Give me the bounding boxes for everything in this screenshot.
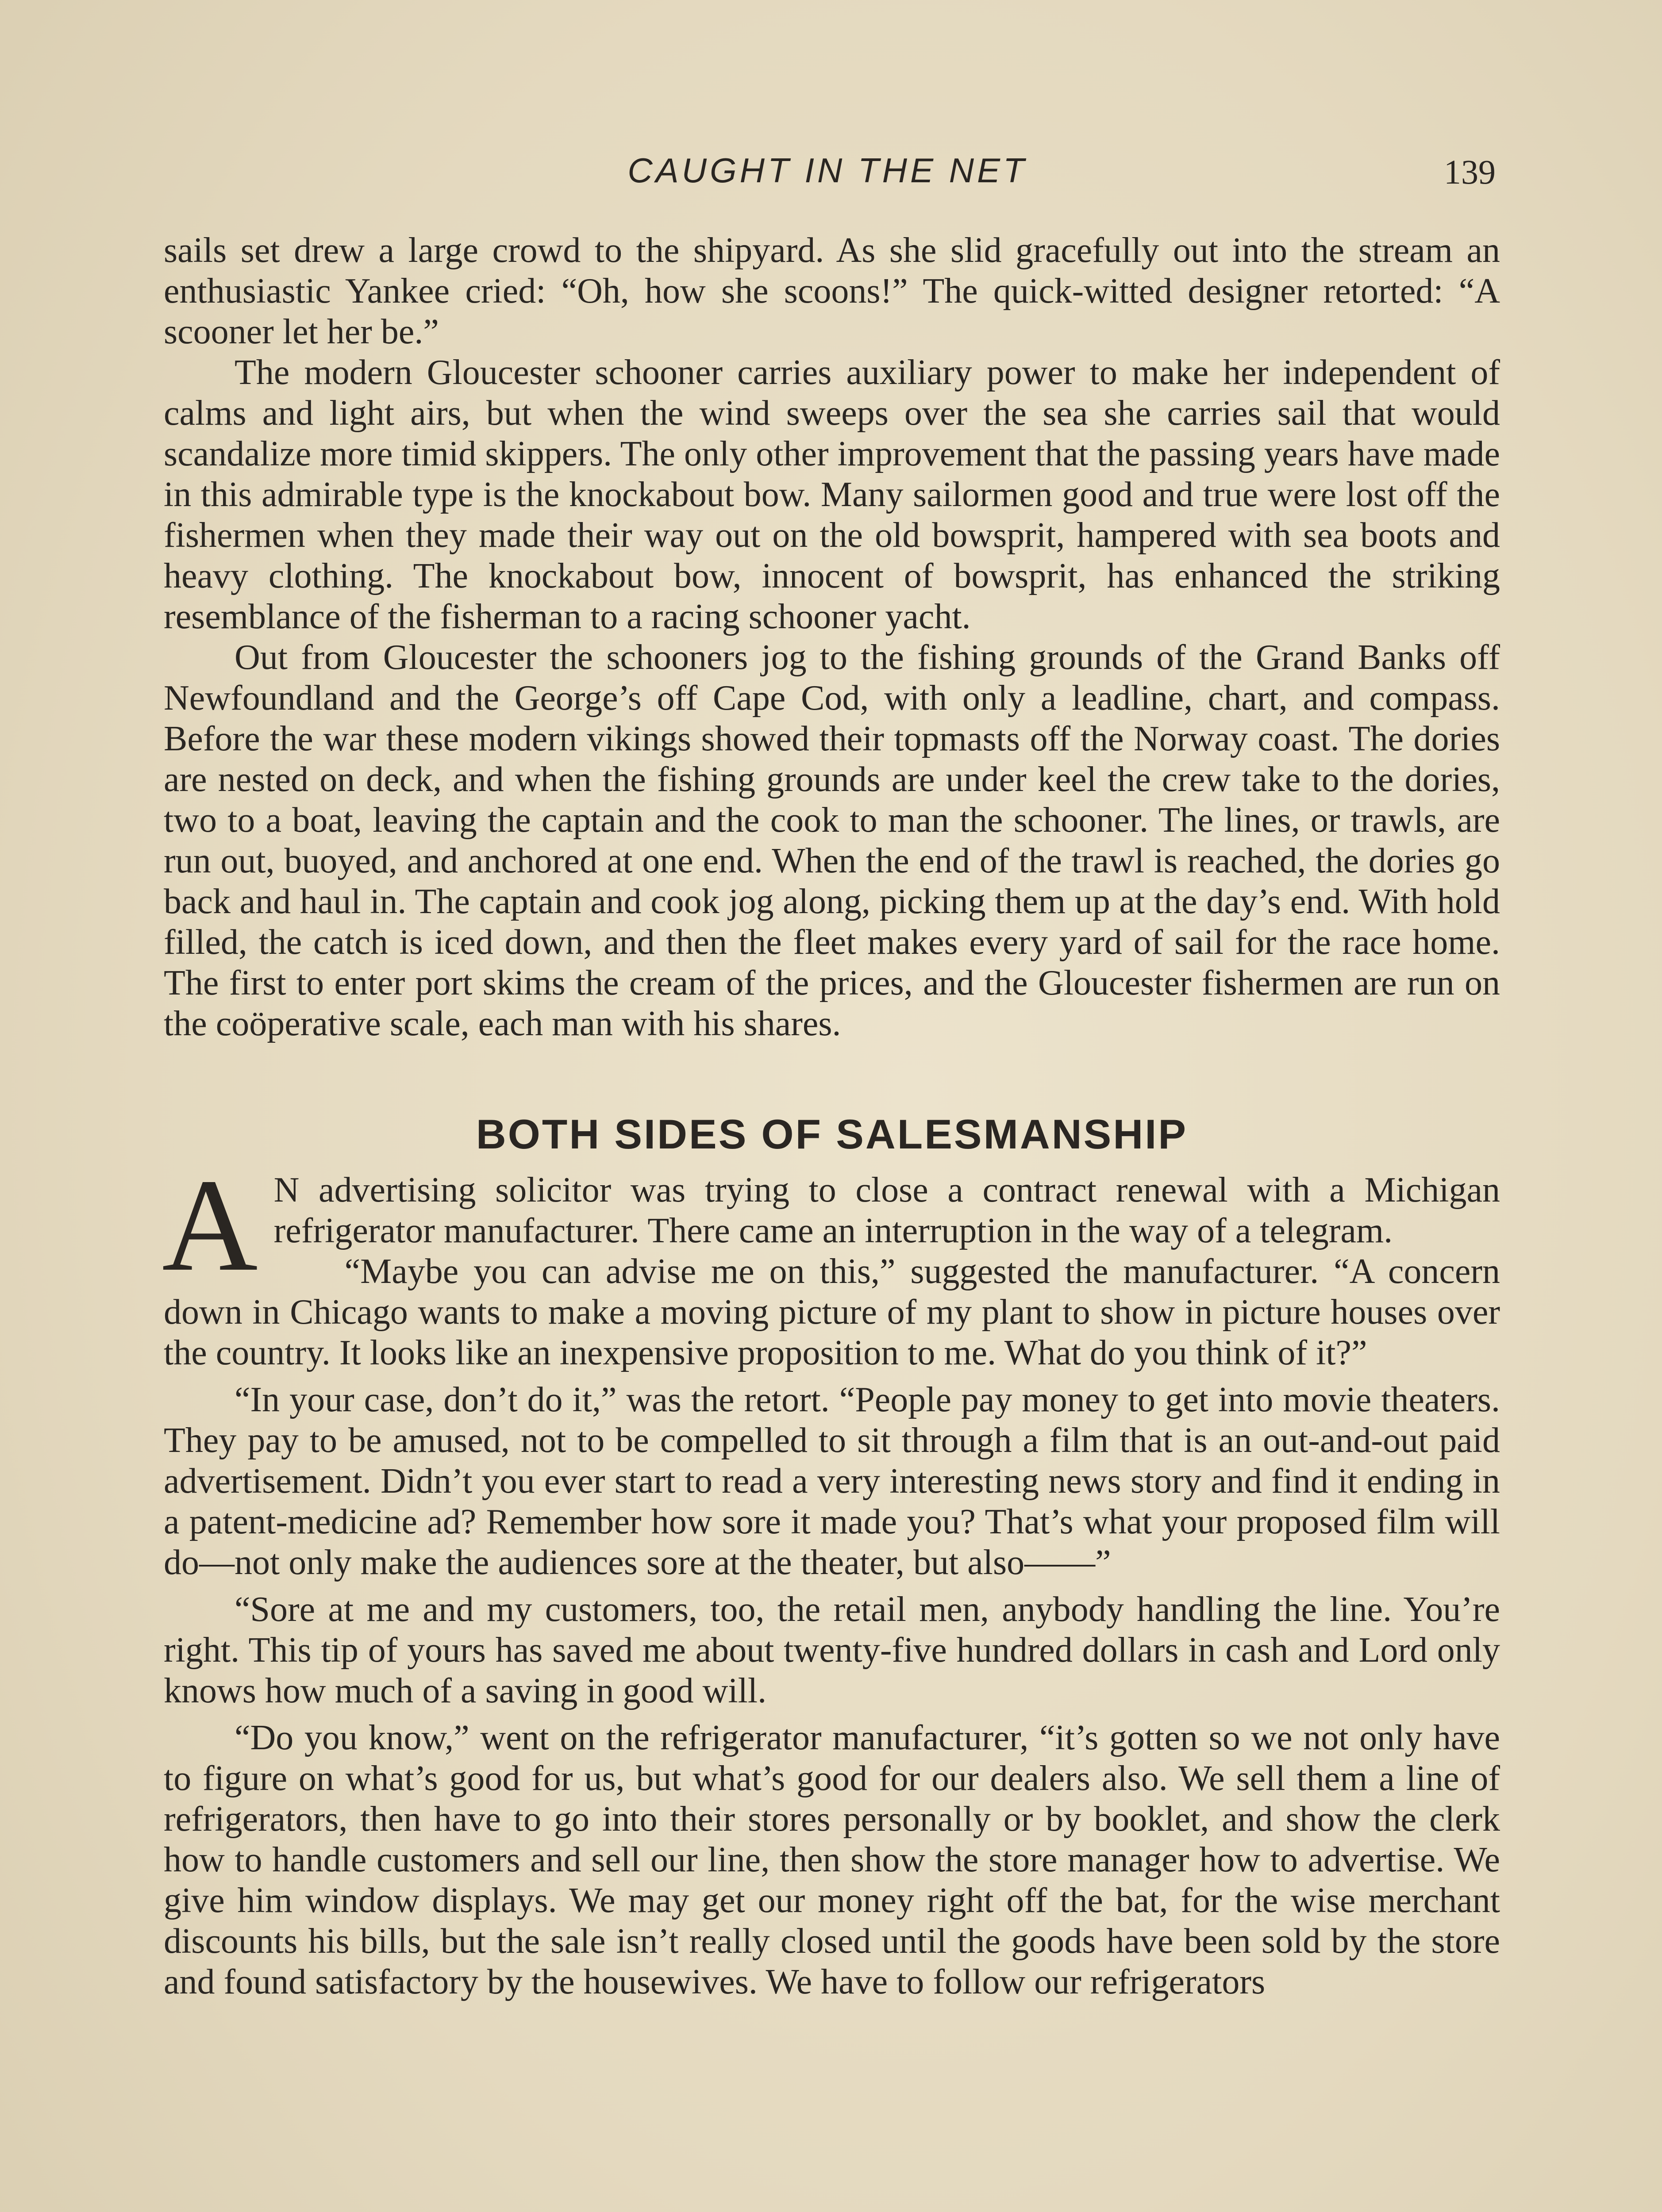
- section-paragraph-2: “In your case, don’t do it,” was the retort. “People pay money to get into movie theaters. They pay to be amused, not to be compelled to sit through a film that is an out-and-out paid advertisement. Didn’t you ever start to read a very interesting news story and find it ending in a patent-medicine ad? Remember how sore it made you? That’s what your proposed film will do—not only make the audiences sore at the theater, but also——”: [164, 1380, 1500, 1582]
- section-opening-text: N advertising solicitor was trying to close a contract renewal with a Michigan refrigerator manufacturer. There came an interruption in the way of a telegram.: [273, 1171, 1500, 1250]
- paragraph-2: The modern Gloucester schooner carries auxiliary power to make her independent of calms and light airs, but when the wind sweeps over the sea she carries sail that would scandalize more timid skippers. The only other improvement that the passing years have made in this admirable type is the knockabout bow. Many sailormen good and true were lost off the fishermen when they made their way out on the old bowsprit, hampered with sea boots and heavy clothing. The knockabout bow, innocent of bowsprit, has enhanced the striking resemblance of the fisherman to a racing schooner yacht.: [164, 353, 1500, 636]
- paragraph-1: sails set drew a large crowd to the shipyard. As she slid gracefully out into the stream an enthusiastic Yankee cried: “Oh, how she scoons!” The quick-witted designer retorted: “A scooner let her be.”: [164, 231, 1500, 351]
- page-number: 139: [1444, 153, 1496, 191]
- section-paragraph-1: “Maybe you can advise me on this,” suggested the manufacturer. “A concern down in Chicago wants to make a moving picture of my plant to show in picture houses over the country. It looks like an inexpensive proposition to me. What do you think of it?”: [164, 1252, 1500, 1372]
- section-paragraph-3: “Sore at me and my customers, too, the retail men, anybody handling the line. You’re right. This tip of yours has saved me about twenty-five hundred dollars in cash and Lord only knows how much of a saving in good will.: [164, 1590, 1500, 1710]
- running-head: [159, 150, 1496, 204]
- section-heading: BOTH SIDES OF SALESMANSHIP: [476, 1111, 1188, 1157]
- section-paragraph-4: “Do you know,” went on the refrigerator manufacturer, “it’s gotten so we not only have to figure on what’s good for us, but what’s good for our dealers also. We sell them a line of refrigerators, then have to go into their stores personally or by booklet, and show the clerk how to handle customers and sell our line, then show the store manager how to advertise. We give him window displays. We may get our money right off the bat, for the wise merchant discounts his bills, but the sale isn’t really closed until the goods have been sold by the store and found satisfactory by the housewives. We have to follow our refrigerators: [164, 1718, 1500, 2001]
- paragraph-3: Out from Gloucester the schooners jog to the fishing grounds of the Grand Banks off Newfoundland and the George’s off Cape Cod, with only a leadline, chart, and compass. Before the war these modern vikings showed their topmasts off the Norway coast. The dories are nested on deck, and when the fishing grounds are under keel the crew take to the dories, two to a boat, leaving the captain and the cook to man the schooner. The lines, or trawls, are run out, buoyed, and anchored at one end. When the end of the trawl is reached, the dories go back and haul in. The captain and cook jog along, picking them up at the day’s end. With hold filled, the catch is iced down, and then the fleet makes every yard of sail for the race home. The first to enter port skims the cream of the prices, and the Gloucester fishermen are run on the coöperative scale, each man with his shares.: [164, 638, 1500, 1043]
- running-head-title: CAUGHT IN THE NET: [627, 151, 1027, 190]
- section-opening-paragraph: [162, 1152, 1500, 1298]
- drop-cap: A: [162, 1152, 258, 1298]
- text-column: [164, 230, 1500, 2002]
